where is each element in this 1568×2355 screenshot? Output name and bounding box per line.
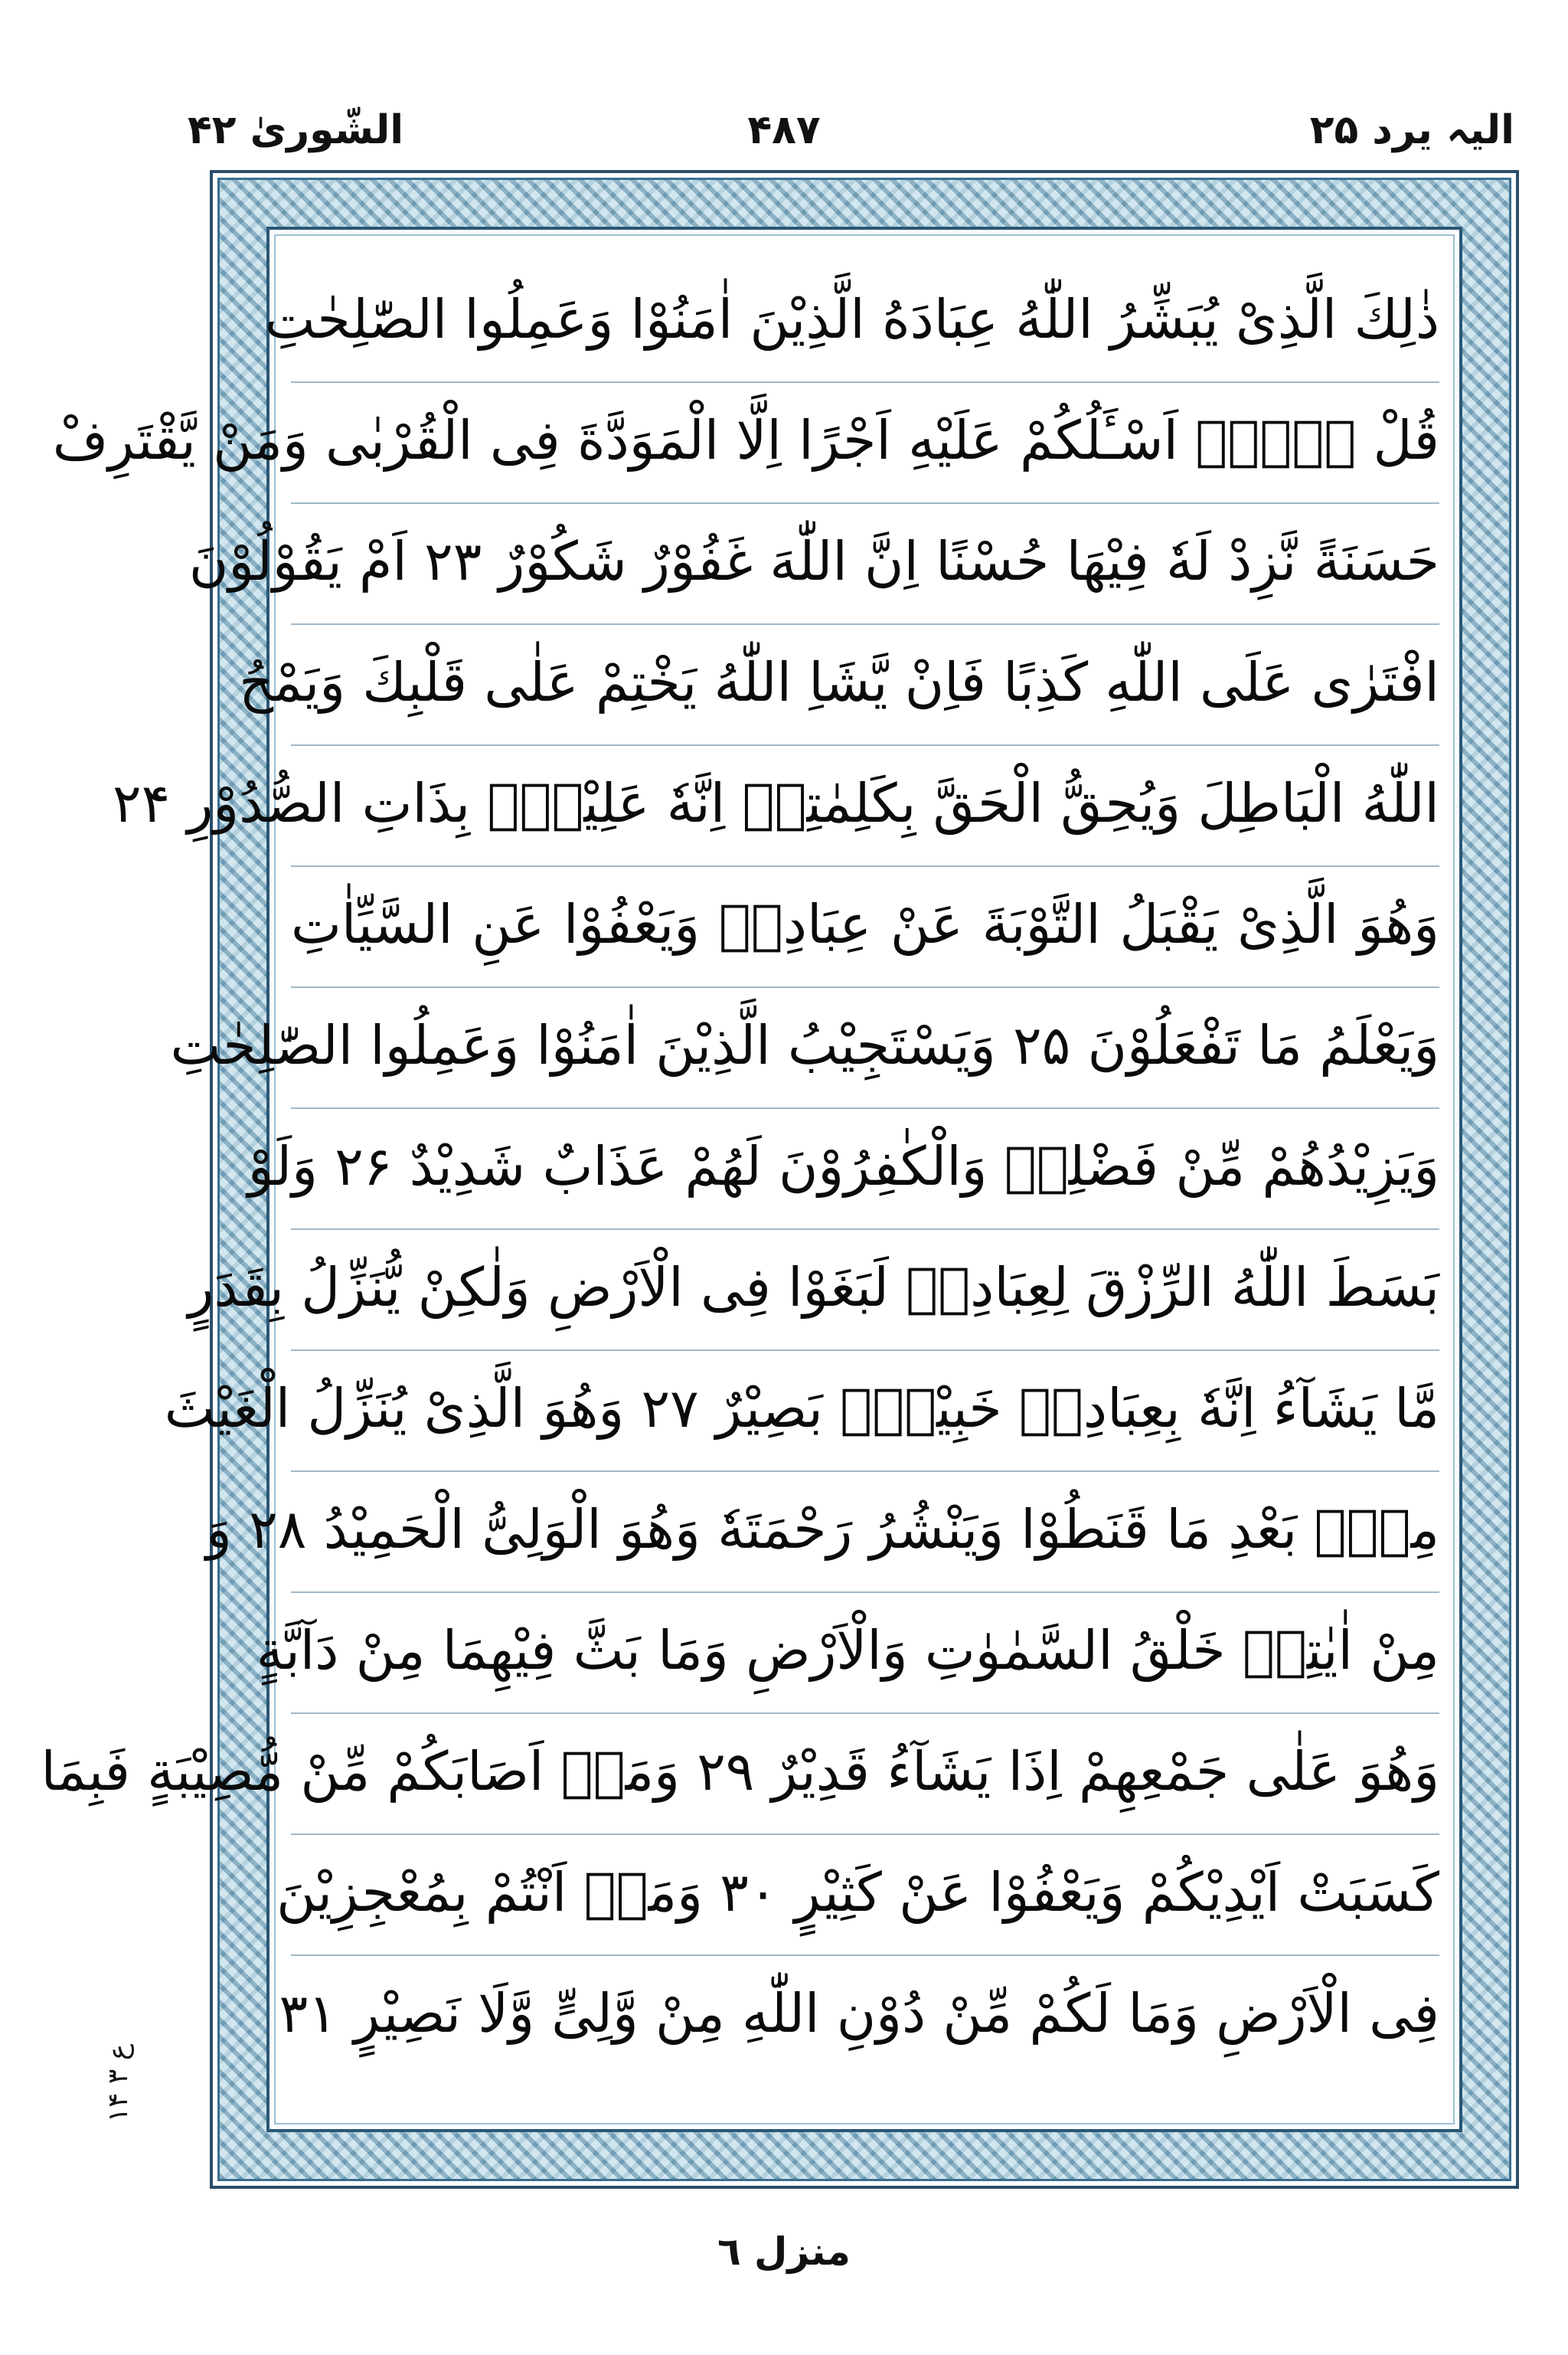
ruku-marker: ع ۳ ۱۴ — [103, 2043, 134, 2123]
verse-line: افْتَرٰی عَلَی اللّٰهِ كَذِبًا فَاِنْ یَّشَاِ اللّٰهُ یَخْتِمْ عَلٰی قَلْبِكَ وَیَمْحُ — [291, 625, 1439, 746]
verse-line: كَسَبَتْ اَیْدِیْكُمْ وَیَعْفُوْا عَنْ كَثِیْرٍ ۳۰ وَمَاۤ اَنْتُمْ بِمُعْجِزِیْنَ — [291, 1835, 1439, 1956]
juz-title: الیہ یرد ۲۵ — [1309, 107, 1514, 153]
verse-line: مِنْۢ بَعْدِ مَا قَنَطُوْا وَیَنْشُرُ رَحْمَتَهٗ وَهُوَ الْوَلِیُّ الْحَمِیْدُ ۲۸ وَ — [291, 1472, 1439, 1593]
verse-line: وَهُوَ عَلٰی جَمْعِهِمْ اِذَا یَشَآءُ قَدِیْرٌ ۲۹ وَمَاۤ اَصَابَكُمْ مِّنْ مُّصِیْبَةٍ فَبِمَا — [291, 1714, 1439, 1835]
verse-line: فِی الْاَرْضِ وَمَا لَكُمْ مِّنْ دُوْنِ اللّٰهِ مِنْ وَّلِیٍّ وَّلَا نَصِیْرٍ ۳۱ — [279, 1982, 1439, 2045]
verse-line: وَیَزِیْدُهُمْ مِّنْ فَضْلِهٖ وَالْكٰفِرُوْنَ لَهُمْ عَذَابٌ شَدِیْدٌ ۲۶ وَلَوْ — [291, 1109, 1439, 1230]
verse-line: اللّٰهُ الْبَاطِلَ وَیُحِقُّ الْحَقَّ بِكَلِمٰتِهٖ اِنَّهٗ عَلِیْمٌۢ بِذَاتِ الصُّدُوْرِ ۲۴ — [291, 746, 1439, 867]
verse-line: وَیَعْلَمُ مَا تَفْعَلُوْنَ ۲۵ وَیَسْتَجِیْبُ الَّذِیْنَ اٰمَنُوْا وَعَمِلُوا الصّٰلِحٰتِ — [291, 988, 1439, 1109]
surah-title: الشّوریٰ ۴۲ — [188, 107, 404, 153]
verse-line: حَسَنَةً نَّزِدْ لَهٗ فِیْهَا حُسْنًا اِنَّ اللّٰهَ غَفُوْرٌ شَكُوْرٌ ۲۳ اَمْ یَقُوْلُوْنَ — [291, 504, 1439, 625]
verse-line: مَّا یَشَآءُ اِنَّهٗ بِعِبَادِهٖ خَبِیْرٌۢ بَصِیْرٌ ۲۷ وَهُوَ الَّذِیْ یُنَزِّلُ الْغَیْثَ — [291, 1351, 1439, 1472]
page-number: ۴۸۷ — [747, 107, 821, 153]
verse-line: ذٰلِكَ الَّذِیْ یُبَشِّرُ اللّٰهُ عِبَادَهُ الَّذِیْنَ اٰمَنُوْا وَعَمِلُوا الصّٰلِحٰتِ — [291, 262, 1439, 383]
verse-line: قُلْ لَّاۤ اَسْـَٔلُكُمْ عَلَیْهِ اَجْرًا اِلَّا الْمَوَدَّةَ فِی الْقُرْبٰی وَمَنْ یَّقْتَرِفْ — [291, 383, 1439, 504]
verse-line: وَهُوَ الَّذِیْ یَقْبَلُ التَّوْبَةَ عَنْ عِبَادِهٖ وَیَعْفُوْا عَنِ السَّیِّاٰتِ — [291, 867, 1439, 988]
verse-line: مِنْ اٰیٰتِهٖ خَلْقُ السَّمٰوٰتِ وَالْاَرْضِ وَمَا بَثَّ فِیْهِمَا مِنْ دَآبَّةٍ — [291, 1593, 1439, 1714]
verse-line: بَسَطَ اللّٰهُ الرِّزْقَ لِعِبَادِهٖ لَبَغَوْا فِی الْاَرْضِ وَلٰكِنْ یُّنَزِّلُ بِقَدَرٍ — [291, 1230, 1439, 1351]
manzil-footer: منزل ٦ — [717, 2229, 851, 2274]
